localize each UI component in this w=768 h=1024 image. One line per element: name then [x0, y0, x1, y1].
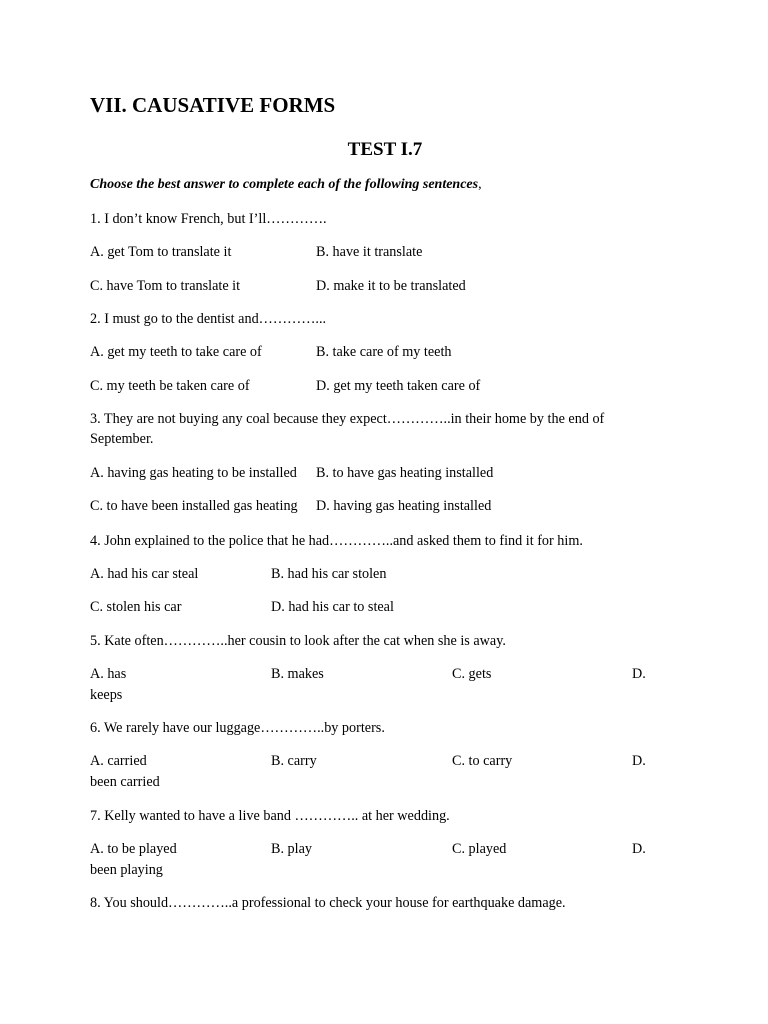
instruction: [90, 177, 482, 193]
instruction-tail: ,: [478, 177, 482, 192]
q3-option-b: B. to have gas heating installed: [316, 465, 494, 481]
q3-option-c: C. to have been installed gas heating: [90, 498, 298, 514]
question-4: 4. John explained to the police that he had…………..and asked them to find it for him.: [90, 533, 583, 549]
q7-option-d: D.: [632, 841, 646, 857]
q4-option-a: A. had his car steal: [90, 566, 199, 582]
test-title: TEST I.7: [347, 139, 423, 160]
q4-option-c: C. stolen his car: [90, 599, 182, 615]
q7-option-d-text: been playing: [90, 862, 163, 878]
q4-option-b: B. had his car stolen: [271, 566, 387, 582]
q1-option-b: B. have it translate: [316, 244, 423, 260]
q5-option-a: A. has: [90, 666, 127, 682]
q6-option-c: C. to carry: [452, 753, 513, 769]
instruction-text: Choose the best answer to complete each of the following sentences: [90, 177, 479, 192]
question-6: 6. We rarely have our luggage…………..by porters.: [90, 720, 385, 736]
question-1: 1. I don’t know French, but I’ll………….: [90, 211, 327, 227]
question-5: 5. Kate often…………..her cousin to look after the cat when she is away.: [90, 633, 506, 649]
q4-option-d: D. had his car to steal: [271, 599, 394, 615]
q5-option-c: C. gets: [452, 666, 492, 682]
q6-option-d: D.: [632, 753, 646, 769]
q6-option-a: A. carried: [90, 753, 147, 769]
q2-option-a: A. get my teeth to take care of: [90, 344, 262, 360]
q5-option-b: B. makes: [271, 666, 324, 682]
question-2: 2. I must go to the dentist and…………...: [90, 311, 327, 327]
q5-option-d: D.: [632, 666, 646, 682]
q1-option-d: D. make it to be translated: [316, 278, 466, 294]
q6-option-b: B. carry: [271, 753, 317, 769]
section-title: VII. CAUSATIVE FORMS: [90, 93, 336, 117]
q2-option-d: D. get my teeth taken care of: [316, 378, 481, 394]
q2-option-b: B. take care of my teeth: [316, 344, 452, 360]
q5-option-d-text: keeps: [90, 687, 123, 703]
q2-option-c: C. my teeth be taken care of: [90, 378, 250, 394]
question-3: 3. They are not buying any coal because they expect…………..in their home by the end of September.: [90, 411, 605, 447]
question-7: 7. Kelly wanted to have a live band ………….. at her wedding.: [90, 808, 450, 824]
q3-option-d: D. having gas heating installed: [316, 498, 492, 514]
q3-option-a: A. having gas heating to be installed: [90, 465, 297, 481]
q7-option-a: A. to be played: [90, 841, 177, 857]
q7-option-b: B. play: [271, 841, 312, 857]
q7-option-c: C. played: [452, 841, 507, 857]
q1-option-c: C. have Tom to translate it: [90, 278, 241, 294]
q1-option-a: A. get Tom to translate it: [90, 244, 232, 260]
question-8: 8. You should…………..a professional to check your house for earthquake damage.: [90, 895, 566, 911]
q6-option-d-text: been carried: [90, 774, 160, 790]
